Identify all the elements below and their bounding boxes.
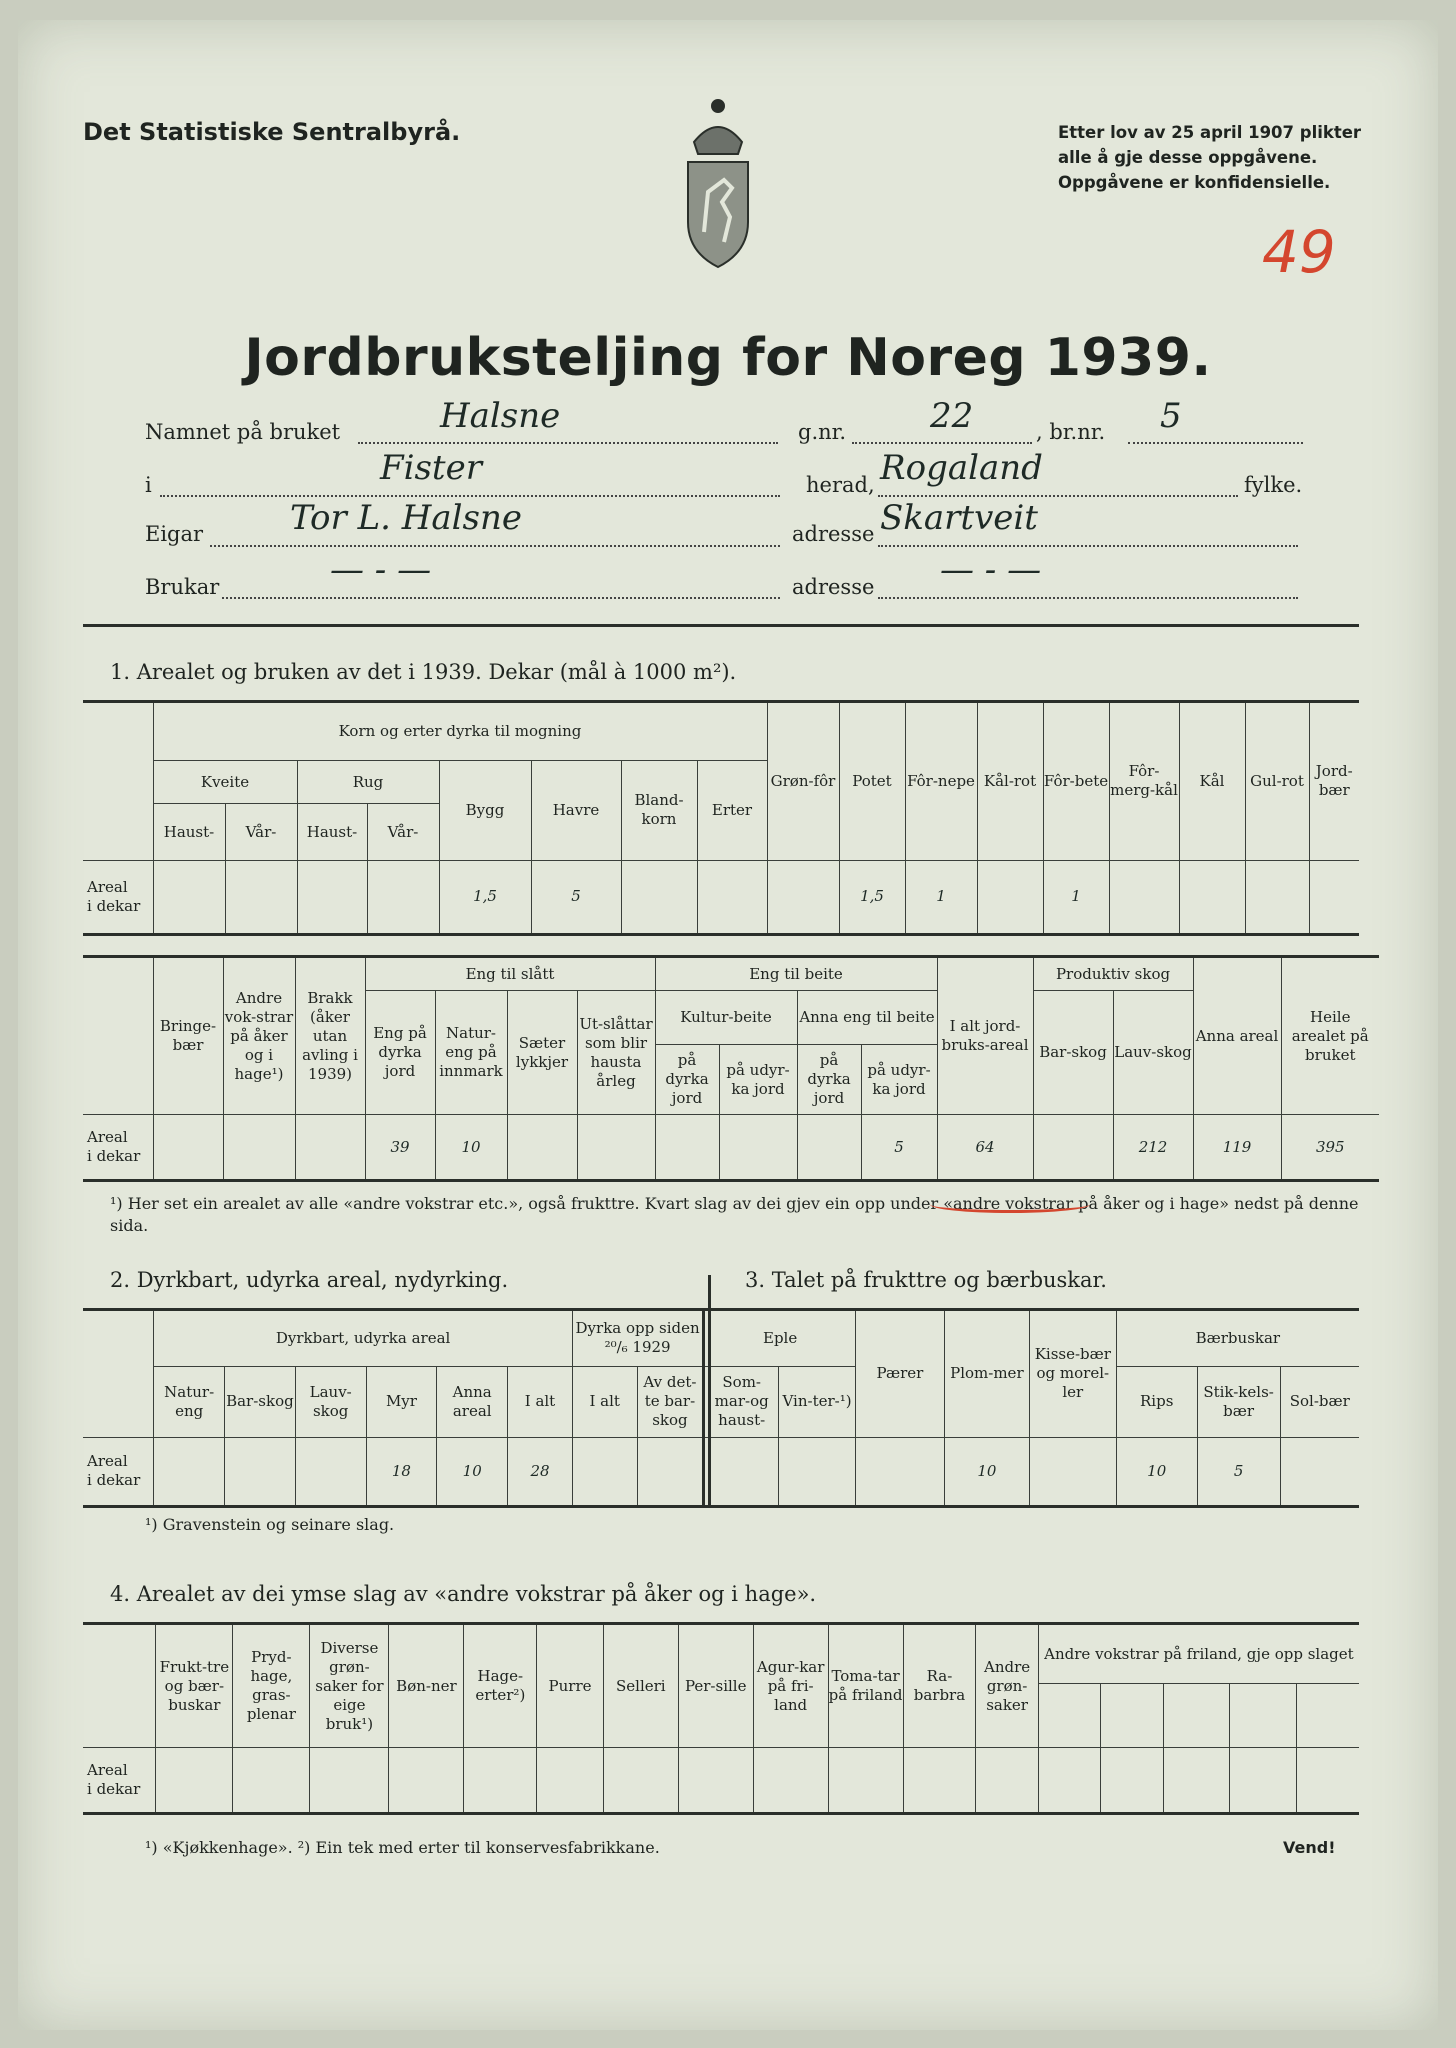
rug-var: Vår- — [367, 804, 439, 861]
fylke-label: fylke. — [1244, 473, 1303, 497]
cell-bygg[interactable]: 1,5 — [439, 860, 531, 934]
cell-forbete[interactable]: 1 — [1043, 860, 1109, 934]
col-tomatar: Toma-tar på friland — [828, 1624, 903, 1748]
col-potet: Potet — [839, 702, 905, 861]
cell-anna-areal-2[interactable]: 10 — [437, 1437, 508, 1506]
col-agurkar: Agur-kar på fri-land — [753, 1624, 828, 1748]
col-jordbaer: Jord-bær — [1309, 702, 1359, 861]
cell-kisse[interactable] — [1029, 1437, 1116, 1506]
cell-andre-vokstrar[interactable] — [223, 1115, 295, 1181]
cell-solbaer[interactable] — [1280, 1437, 1359, 1506]
brnr-value[interactable]: 5 — [1160, 396, 1182, 436]
cell-andre-gronsaker[interactable] — [976, 1748, 1038, 1814]
dyrkbart-group: Dyrkbart, udyrka areal — [154, 1310, 573, 1367]
col-formergkal: Fôr-merg-kål — [1109, 702, 1179, 861]
herad-label: herad, — [806, 473, 875, 497]
cell-formergkal[interactable] — [1109, 860, 1179, 934]
andre-slot-1[interactable] — [1038, 1684, 1100, 1748]
cell-kveite-var[interactable] — [225, 860, 297, 934]
col-fornepe: Fôr-nepe — [905, 702, 977, 861]
col-persille: Per-sille — [678, 1624, 753, 1748]
col-rips: Rips — [1116, 1366, 1197, 1437]
cell-i-alt[interactable]: 64 — [937, 1115, 1033, 1181]
cell-i-alt-2[interactable]: 28 — [508, 1437, 573, 1506]
andre-slot-2[interactable] — [1101, 1684, 1163, 1748]
cell-rips[interactable]: 10 — [1116, 1437, 1197, 1506]
section-divider — [708, 1275, 711, 1508]
korn-group-header: Korn og erter dyrka til mogning — [153, 702, 767, 761]
legal-line-3: Oppgåvene er konfidensielle. — [1058, 173, 1331, 192]
col-naturbeng: Natur-eng på innmark — [435, 991, 507, 1115]
cell-erter[interactable] — [697, 860, 767, 934]
brukar-value[interactable]: — - — — [330, 550, 432, 590]
legal-notice — [1058, 120, 1361, 195]
cell-andre-2[interactable] — [1101, 1748, 1163, 1814]
cell-bonner[interactable] — [389, 1748, 464, 1814]
cell-agurkar[interactable] — [753, 1748, 828, 1814]
eng-beite-header: Eng til beite — [655, 957, 937, 991]
form-title: Jordbruksteljing for Noreg 1939. — [244, 328, 1212, 388]
cell-dyrka-i-alt[interactable] — [572, 1437, 637, 1506]
col-saeter: Sæter lykkjer — [507, 991, 577, 1115]
col-lauvskog-2: Lauv-skog — [295, 1366, 366, 1437]
col-kal: Kål — [1179, 702, 1245, 861]
brukar-label: Brukar — [145, 575, 220, 599]
arable-fruit-table — [83, 1308, 1359, 1508]
cell-anna-dyrka[interactable] — [797, 1115, 861, 1181]
vend-label: Vend! — [1283, 1838, 1336, 1857]
cell-heile[interactable]: 395 — [1281, 1115, 1379, 1181]
col-utslattar: Ut-slåttar som blir hausta årleg — [577, 991, 655, 1115]
fylke-value[interactable]: Rogaland — [880, 448, 1043, 488]
col-anna-areal: Anna areal — [1193, 957, 1281, 1115]
baerbuskar-group: Bærbuskar — [1116, 1310, 1359, 1367]
col-blandkorn: Bland-korn — [621, 760, 697, 860]
cell-lauvskog[interactable]: 212 — [1113, 1115, 1193, 1181]
cell-havre[interactable]: 5 — [531, 860, 621, 934]
col-diverse: Diverse grøn-saker for eige bruk¹) — [310, 1624, 389, 1748]
col-kalrot: Kål-rot — [977, 702, 1043, 861]
land-use-table — [83, 955, 1379, 1182]
col-selleri: Selleri — [603, 1624, 678, 1748]
col-erter: Erter — [697, 760, 767, 860]
cell-potet[interactable]: 1,5 — [839, 860, 905, 934]
kveite-haust: Haust- — [153, 804, 225, 861]
col-dyrka-i-alt: I alt — [572, 1366, 637, 1437]
col-kisse: Kisse-bær og morel-ler — [1029, 1310, 1116, 1438]
kultur-pa-udyrka: på udyr-ka jord — [719, 1045, 797, 1115]
cell-gronfor[interactable] — [767, 860, 839, 934]
row-label: Areal i dekar — [83, 1115, 153, 1181]
cell-saeter[interactable] — [507, 1115, 577, 1181]
cell-lauvskog-2[interactable] — [295, 1437, 366, 1506]
section1-footnote: ¹) Her set ein arealet av alle «andre vokstrar etc.», også frukttre. Kvart slag av dei gjev ein opp under «andre vokstrar på åker og i hage» nedst på denne sida. — [110, 1194, 1359, 1235]
col-myr: Myr — [366, 1366, 437, 1437]
other-crops-table — [83, 1622, 1359, 1815]
i-label: i — [145, 473, 152, 497]
cell-brakk[interactable] — [295, 1115, 365, 1181]
col-eng-dyrka: Eng på dyrka jord — [365, 991, 435, 1115]
agency-name: Det Statistiske Sentralbyrå. — [83, 118, 461, 146]
cell-bringebaer[interactable] — [153, 1115, 223, 1181]
col-rabarbra: Ra-barbra — [903, 1624, 976, 1748]
cell-kalrot[interactable] — [977, 860, 1043, 934]
col-bygg: Bygg — [439, 760, 531, 860]
col-barskog-2: Bar-skog — [225, 1366, 296, 1437]
col-heile: Heile arealet på bruket — [1281, 957, 1379, 1115]
col-andre-vokstrar: Andre vok-strar på åker og i hage¹) — [223, 957, 295, 1115]
cell-eple-vinter[interactable] — [779, 1437, 856, 1506]
cell-barskog-2[interactable] — [225, 1437, 296, 1506]
stamp-number: 49 — [1262, 218, 1336, 286]
andre-slot-4[interactable] — [1230, 1684, 1297, 1748]
red-pencil-mark — [930, 1196, 1090, 1213]
cell-barskog[interactable] — [1033, 1115, 1113, 1181]
cell-prydhage[interactable] — [233, 1748, 310, 1814]
col-eple-sommar: Som-mar-og haust- — [704, 1366, 779, 1437]
anna-pa-udyrka: på udyr-ka jord — [861, 1045, 937, 1115]
col-bonner: Bøn-ner — [389, 1624, 464, 1748]
cell-andre-3[interactable] — [1163, 1748, 1230, 1814]
cell-kultur-dyrka[interactable] — [655, 1115, 719, 1181]
cell-fornepe[interactable]: 1 — [905, 860, 977, 934]
eigar-label: Eigar — [145, 522, 204, 546]
cell-andre-1[interactable] — [1038, 1748, 1100, 1814]
col-bringebaer: Bringe-bær — [153, 957, 223, 1115]
cell-jordbaer[interactable] — [1309, 860, 1359, 934]
col-brakk: Brakk (åker utan avling i 1939) — [295, 957, 365, 1115]
kulturbeite-header: Kultur-beite — [655, 991, 797, 1045]
section3-heading: 3. Talet på frukttre og bærbuskar. — [745, 1268, 1107, 1292]
cell-stikkelsbaer[interactable]: 5 — [1197, 1437, 1280, 1506]
legal-line-1: Etter lov av 25 april 1907 plikter — [1058, 123, 1362, 142]
cell-naturbeng[interactable]: 10 — [435, 1115, 507, 1181]
brnr-label: , br.nr. — [1036, 420, 1106, 444]
col-i-alt: I alt jord-bruks-areal — [937, 957, 1033, 1115]
norwegian-lion-icon — [664, 92, 772, 270]
col-hageerter: Hage-erter²) — [464, 1624, 537, 1748]
col-anna-areal-2: Anna areal — [437, 1366, 508, 1437]
farm-name-value[interactable]: Halsne — [440, 396, 561, 436]
eigar-value[interactable]: Tor L. Halsne — [290, 498, 523, 538]
eigar-adresse-label: adresse — [792, 522, 875, 546]
legal-line-2: alle å gje desse oppgåvene. — [1058, 148, 1318, 167]
col-paerer: Pærer — [855, 1310, 944, 1438]
col-purre: Purre — [537, 1624, 604, 1748]
section2-heading: 2. Dyrkbart, udyrka areal, nydyrking. — [110, 1268, 509, 1292]
section4-footnote: ¹) «Kjøkkenhage». ²) Ein tek med erter til konservesfabrikkane. — [145, 1838, 660, 1857]
cell-paerer[interactable] — [855, 1437, 944, 1506]
eple-group: Eple — [704, 1310, 856, 1367]
col-gulrot: Gul-rot — [1245, 702, 1309, 861]
col-frukttre: Frukt-tre og bær-buskar — [156, 1624, 233, 1748]
cell-eple-sommar[interactable] — [704, 1437, 779, 1506]
cell-tomatar[interactable] — [828, 1748, 903, 1814]
dyrka-opp-group: Dyrka opp siden ²⁰/₆ 1929 — [572, 1310, 703, 1367]
col-stikkelsbaer: Stik-kels-bær — [1197, 1366, 1280, 1437]
farm-name-label: Namnet på bruket — [145, 420, 341, 444]
cell-utslattar[interactable] — [577, 1115, 655, 1181]
col-gronfor: Grøn-fôr — [767, 702, 839, 861]
col-naturbeng-2: Natur-eng — [154, 1366, 225, 1437]
andre-vokstrar-group: Andre vokstrar på friland, gje opp slaget — [1038, 1624, 1359, 1684]
row-label: Areal i dekar — [83, 860, 153, 934]
cell-dyrka-barskog[interactable] — [637, 1437, 704, 1506]
col-solbaer: Sol-bær — [1280, 1366, 1359, 1437]
col-barskog: Bar-skog — [1033, 991, 1113, 1115]
gnr-value[interactable]: 22 — [930, 396, 974, 436]
cell-naturbeng-2[interactable] — [154, 1437, 225, 1506]
col-andre-gronsaker: Andre grøn-saker — [976, 1624, 1038, 1748]
gnr-label: g.nr. — [798, 420, 847, 444]
anna-pa-dyrka: på dyrka jord — [797, 1045, 861, 1115]
cell-rabarbra[interactable] — [903, 1748, 976, 1814]
kveite-var: Vår- — [225, 804, 297, 861]
herad-value[interactable]: Fister — [380, 448, 482, 488]
cell-diverse[interactable] — [310, 1748, 389, 1814]
row-label: Areal i dekar — [83, 1748, 156, 1814]
kultur-pa-dyrka: på dyrka jord — [655, 1045, 719, 1115]
cell-kveite-haust[interactable] — [153, 860, 225, 934]
andre-slot-5[interactable] — [1296, 1684, 1359, 1748]
cell-anna-udyrka[interactable]: 5 — [861, 1115, 937, 1181]
section4-heading: 4. Arealet av dei ymse slag av «andre vokstrar på åker og i hage». — [110, 1582, 817, 1606]
col-dyrka-barskog: Av det-te bar-skog — [637, 1366, 704, 1437]
col-lauvskog: Lauv-skog — [1113, 991, 1193, 1115]
eng-slatt-header: Eng til slått — [365, 957, 655, 991]
col-eple-vinter: Vin-ter-¹) — [779, 1366, 856, 1437]
col-forbete: Fôr-bete — [1043, 702, 1109, 861]
cell-kal[interactable] — [1179, 860, 1245, 934]
cell-eng-dyrka[interactable]: 39 — [365, 1115, 435, 1181]
rug-haust: Haust- — [297, 804, 367, 861]
cell-selleri[interactable] — [603, 1748, 678, 1814]
col-havre: Havre — [531, 760, 621, 860]
section3-footnote: ¹) Gravenstein og seinare slag. — [145, 1515, 395, 1534]
cell-kultur-udyrka[interactable] — [719, 1115, 797, 1181]
brukar-adresse-value[interactable]: — - — — [940, 550, 1042, 590]
cell-andre-4[interactable] — [1230, 1748, 1297, 1814]
cell-anna-areal[interactable]: 119 — [1193, 1115, 1281, 1181]
col-plommer: Plom-mer — [944, 1310, 1029, 1438]
cell-persille[interactable] — [678, 1748, 753, 1814]
brukar-adresse-label: adresse — [792, 575, 875, 599]
kveite-header: Kveite — [153, 760, 297, 804]
cell-plommer[interactable]: 10 — [944, 1437, 1029, 1506]
col-i-alt-2: I alt — [508, 1366, 573, 1437]
eigar-adresse-value[interactable]: Skartveit — [880, 498, 1038, 538]
cell-gulrot[interactable] — [1245, 860, 1309, 934]
cell-frukttre[interactable] — [156, 1748, 233, 1814]
cell-rug-var[interactable] — [367, 860, 439, 934]
cell-andre-5[interactable] — [1296, 1748, 1359, 1814]
col-prydhage: Pryd-hage, gras-plenar — [233, 1624, 310, 1748]
cell-rug-haust[interactable] — [297, 860, 367, 934]
cell-blandkorn[interactable] — [621, 860, 697, 934]
section1-heading: 1. Arealet og bruken av det i 1939. Dekar (mål à 1000 m²). — [110, 660, 737, 684]
cell-purre[interactable] — [537, 1748, 604, 1814]
row-label: Areal i dekar — [83, 1437, 154, 1506]
crops-table — [83, 700, 1359, 936]
cell-hageerter[interactable] — [464, 1748, 537, 1814]
rug-header: Rug — [297, 760, 439, 804]
anna-eng-header: Anna eng til beite — [797, 991, 937, 1045]
andre-slot-3[interactable] — [1163, 1684, 1230, 1748]
cell-myr[interactable]: 18 — [366, 1437, 437, 1506]
produktiv-skog-header: Produktiv skog — [1033, 957, 1193, 991]
